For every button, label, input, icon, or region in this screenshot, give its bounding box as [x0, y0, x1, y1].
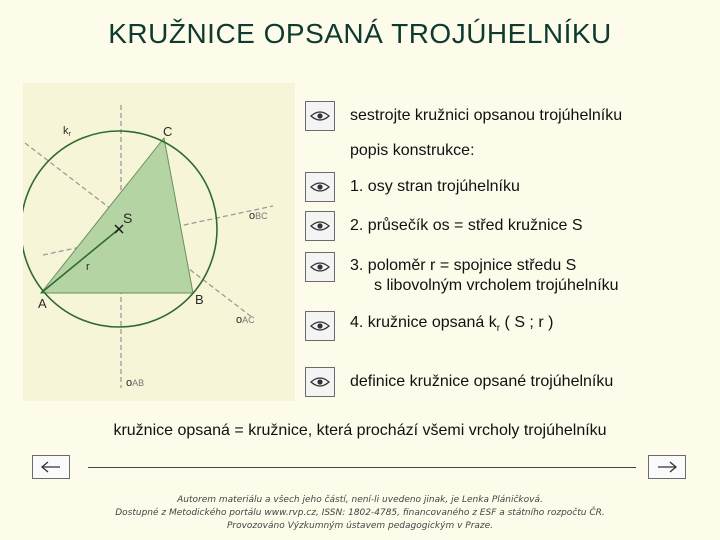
- intro-show-button[interactable]: [305, 101, 335, 131]
- vertex-b-label: B: [195, 292, 204, 307]
- step-4-row: [305, 311, 553, 341]
- intro-text: sestrojte kružnici opsanou trojúhelníku: [350, 107, 623, 124]
- triangle-abc: [41, 138, 193, 293]
- arrow-left-icon: [40, 461, 62, 473]
- step-3-line-1: 3. poloměr r = spojnice středu S: [350, 257, 577, 274]
- step-4-button[interactable]: [305, 311, 335, 341]
- footer-line-2: Dostupné z Metodického portálu www.rvp.cz, ISSN: 1802-4785, financovaného z ESF a státního rozpočtu ČR.: [115, 508, 605, 518]
- vertex-c-label: C: [163, 124, 173, 139]
- step-2-button[interactable]: [305, 211, 335, 241]
- definition-button-text: definice kružnice opsané trojúhelníku: [350, 373, 614, 390]
- center-label: S: [123, 210, 133, 226]
- page-title: KRUŽNICE OPSANÁ TROJÚHELNÍKU: [108, 18, 612, 49]
- definition-text: kružnice opsaná = kružnice, která prochází všemi vrcholy trojúhelníku: [113, 422, 607, 439]
- axis-bc-label: oBC: [249, 210, 268, 222]
- step-3-line-2: s libovolným vrcholem trojúhelníku: [374, 277, 619, 294]
- footer: [0, 494, 720, 533]
- next-button[interactable]: [648, 455, 686, 479]
- eye-icon: [310, 320, 330, 332]
- step-3-text: [350, 256, 619, 296]
- step-2-row: [305, 211, 583, 241]
- vertex-a-label: A: [38, 296, 47, 311]
- step-4-text: 4. kružnice opsaná $k_r$ ( S ; r ): [350, 313, 554, 335]
- popis-heading: popis konstrukce:: [350, 142, 475, 159]
- eye-icon: [310, 181, 330, 193]
- construction-figure: [23, 83, 295, 401]
- nav-divider: [88, 467, 636, 468]
- footer-line-1: Autorem materiálu a všech jeho částí, není-li uvedeno jinak, je Lenka Pláničková.: [177, 495, 543, 505]
- step-2-text: 2. průsečík os = střed kružnice S: [350, 217, 583, 234]
- step-3-row: [305, 252, 619, 298]
- axis-ac-label: oAC: [236, 314, 255, 326]
- axis-ab-label: oAB: [126, 377, 145, 389]
- intro-row: [305, 101, 622, 131]
- step-1-button[interactable]: [305, 172, 335, 202]
- circle-label: kr: [63, 125, 71, 138]
- prev-button[interactable]: [32, 455, 70, 479]
- footer-line-3: Provozováno Výzkumným ústavem pedagogickým v Praze.: [226, 521, 494, 531]
- eye-icon: [310, 376, 330, 388]
- arrow-right-icon: [656, 461, 678, 473]
- eye-icon: [310, 220, 330, 232]
- eye-icon: [310, 110, 330, 122]
- definition-row: [305, 367, 613, 397]
- eye-icon: [310, 261, 330, 273]
- definition-button[interactable]: [305, 367, 335, 397]
- step-1-text: 1. osy stran trojúhelníku: [350, 178, 520, 195]
- radius-label: r: [86, 261, 90, 273]
- step-1-row: [305, 172, 520, 202]
- step-3-button[interactable]: [305, 252, 335, 282]
